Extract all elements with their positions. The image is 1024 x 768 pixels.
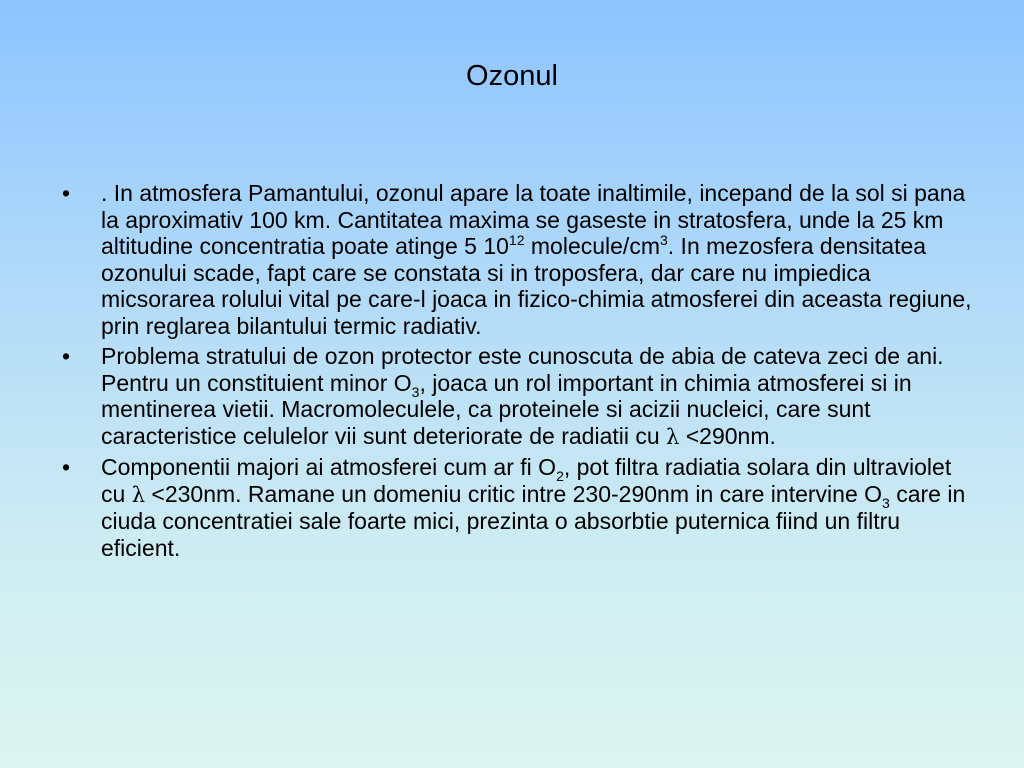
bullet-text: Problema stratului de ozon protector este cunoscuta de abia de cateva zeci de ani. Pentru un constituient minor O xyxy=(101,343,944,396)
bullet-text: . In mezosfera densitatea ozonului scade, fapt care se constata si in troposfera, dar care nu impiedica micsorarea rolului vital pe care-l joaca in fizico-chimia atmosferei din aceasta regiune, prin reglarea bilantului termic radiativ. xyxy=(101,233,972,339)
subscript: 3 xyxy=(882,494,890,511)
bullet-dot: • xyxy=(62,180,71,206)
bullet-text: <290nm. xyxy=(679,422,776,449)
superscript: 12 xyxy=(508,232,525,248)
bullet-text: Componentii majori ai atmosferei cum ar fi O xyxy=(101,454,557,480)
bullet-text: <230nm. Ramane un domeniu critic intre 230-290nm in care intervine O xyxy=(145,480,883,507)
bullet-text: , pot filtra radiatia solara din ultraviolet cu xyxy=(101,454,952,507)
lambda-symbol: λ xyxy=(666,424,680,449)
bullet-text: , joaca un rol important in chimia atmosferei si in mentinerea vietii. Macromoleculele, ca proteinele si acizii nucleici, care sunt caracteristice celulelor vii sunt deteriorate de radiatii cu xyxy=(101,369,912,449)
subscript: 2 xyxy=(556,468,564,484)
slide-title: Ozonul xyxy=(466,60,558,92)
bullet-text: molecule/cm xyxy=(524,233,660,259)
lambda-symbol: λ xyxy=(131,482,145,507)
subscript: 3 xyxy=(411,383,420,400)
bullet-item-ozone-layer xyxy=(62,343,972,450)
bullet-dot: • xyxy=(62,454,71,480)
bullet-list xyxy=(62,180,972,565)
bullet-text: . In atmosfera Pamantului, ozonul apare la toate inaltimile, incepand de la sol si pana la aproximativ 100 km. Cantitatea maxima se gaseste in stratosfera, unde la 25 km altitudine concentratia poate atinge 5 10 xyxy=(101,180,966,259)
superscript: 3 xyxy=(659,232,668,248)
bullet-item-uv-filter xyxy=(62,454,972,561)
bullet-item-ozone-altitude xyxy=(62,180,972,339)
bullet-text: care in ciuda concentratiei sale foarte mici, prezinta o absorbtie puternica fiind un filtru eficient. xyxy=(101,480,966,561)
bullet-dot: • xyxy=(62,343,71,369)
